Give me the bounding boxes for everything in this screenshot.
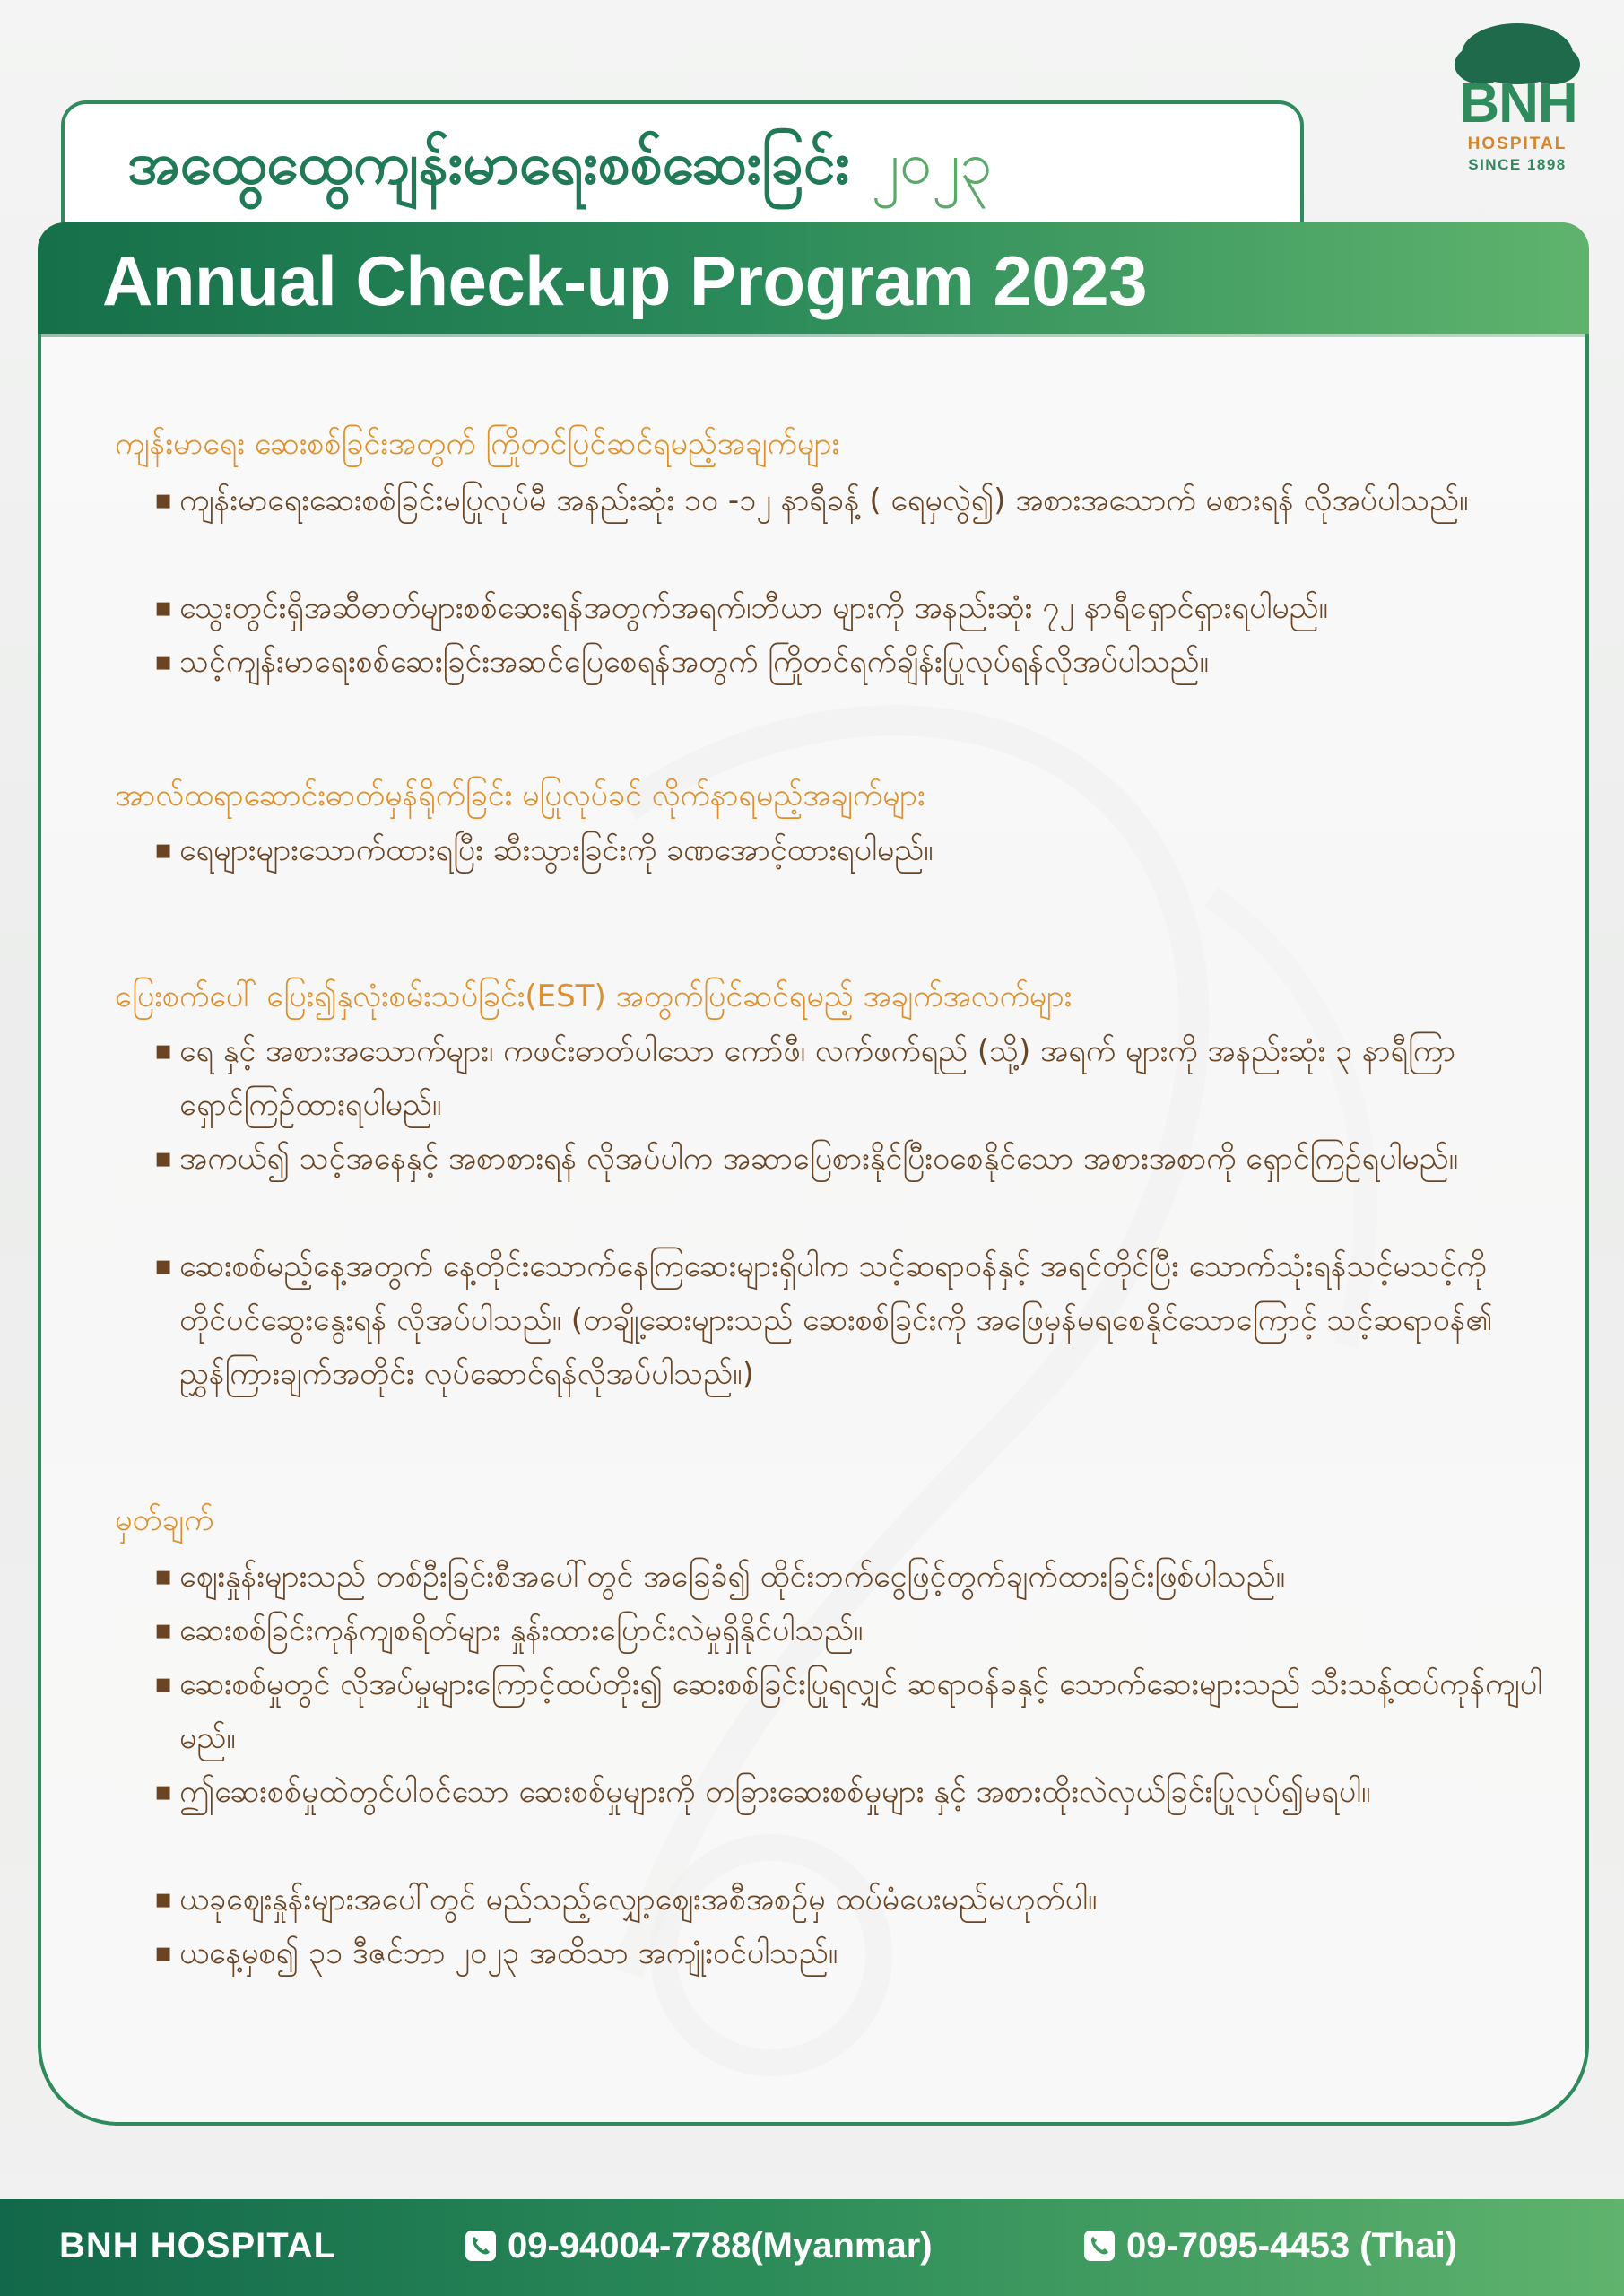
list-item: ▪ ရေများများသောက်ထားရပြီး ဆီးသွားခြင်းကို ခဏအောင့်ထားရပါမည်။ [179,823,1542,877]
bullet-icon: ▪ [154,484,173,516]
bullet-icon: ▪ [154,1883,173,1915]
bullet-icon: ▪ [154,1668,173,1700]
bnh-logo [1446,18,1589,179]
title-tab [61,100,1304,235]
phone-link-thai[interactable]: 09-7095-4453 (Thai) [1126,2226,1458,2266]
bullet-icon: ▪ [154,646,173,677]
list-item: ▪ ဤဆေးစစ်မှုထဲတွင်ပါဝင်သော ဆေးစစ်မှုများကို တခြားဆေးစစ်မှုများ နှင့် အစားထိုးလဲလှယ်ခြင်းပြုလုပ်၍မရပါ။ [179,1765,1542,1819]
phone-link-myanmar[interactable]: 09-94004-7788(Myanmar) [508,2226,933,2266]
logo-mark: BNH [1459,73,1577,135]
bullet-icon: ▪ [154,1250,173,1282]
bullet-icon: ▪ [154,1776,173,1807]
bullet-icon: ▪ [154,592,173,623]
section-heading-est: ပြေးစက်ပေါ် ပြေး၍နှလုံးစမ်းသပ်ခြင်း(EST) အတွက်ပြင်ဆင်ရမည့် အချက်အလက်များ [115,978,1073,1014]
section-heading-notes: မှတ်ချက် [115,1502,214,1538]
list-item: ▪ ဆေးစစ်မှုတွင် လိုအပ်မှုများကြောင့်ထပ်တိုး၍ ဆေးစစ်ခြင်းပြုရလျှင် ဆရာဝန်ခနှင့် သောက်ဆေးများသည် သီးသန့်ထပ်ကုန်ကျပါမည်။ [179,1657,1542,1765]
list-item: ▪ ရေ နှင့် အစားအသောက်များ၊ ကဖင်းဓာတ်ပါသော ကော်ဖီ၊ လက်ဖက်ရည် (သို့) အရက် များကို အနည်းဆုံး ၃ နာရီကြာ ရှောင်ကြဉ်ထားရပါမည်။ [179,1024,1542,1132]
footer-brand: BNH HOSPITAL [59,2226,337,2266]
title-year: ၂၀၂၃ [871,131,993,197]
footer-bar [0,2199,1624,2296]
list-item: ▪ ကျန်းမာရေးဆေးစစ်ခြင်းမပြုလုပ်မီ အနည်းဆုံး ၁၀ -၁၂ နာရီခန့် ( ရေမှလွဲ၍) အစားအသောက် မစားရန် လိုအပ်ပါသည်။ [179,474,1542,527]
section-heading-ultrasound: အာလ်ထရာဆောင်းဓာတ်မှန်ရိုက်ခြင်း မပြုလုပ်ခင် လိုက်နာရမည့်အချက်များ [115,778,925,813]
bullet-icon: ▪ [154,1143,173,1174]
bullet-icon: ▪ [154,1937,173,1969]
bullet-icon: ▪ [154,1035,173,1066]
program-banner [38,222,1589,337]
list-item: ▪ ဆေးစစ်ခြင်းကုန်ကျစရိတ်များ နှုန်းထားပြောင်းလဲမှုရှိနိုင်ပါသည်။ [179,1604,1542,1657]
list-item: ▪ သင့်ကျန်းမာရေးစစ်ဆေးခြင်းအဆင်ပြေစေရန်အတွက် ကြိုတင်ရက်ချိန်းပြုလုပ်ရန်လိုအပ်ပါသည်။ [179,635,1542,689]
list-item: ▪ ဆေးစစ်မည့်နေ့အတွက် နေ့တိုင်းသောက်နေကြဆေးများရှိပါက သင့်ဆရာဝန်နှင့် အရင်တိုင်ပြီး သောက်သုံးရန်သင့်မသင့်ကို တိုင်ပင်ဆွေးနွေးရန် လိုအပ်ပါသည်။ (တချို့ဆေးများသည် ဆေးစစ်ခြင်းကို အဖြေမှန်မရစေနိုင်သောကြောင့် သင့်ဆရာဝန်၏ ညွှန်ကြားချက်အတိုင်း လုပ်ဆောင်ရန်လိုအပ်ပါသည်။) [179,1239,1542,1401]
logo-since: SINCE 1898 [1468,156,1567,173]
list-item: ▪ အကယ်၍ သင့်အနေနှင့် အစာစားရန် လိုအပ်ပါက အဆာပြေစားနိုင်ပြီးဝစေနိုင်သော အစားအစာကို ရှောင်ကြဉ်ရပါမည်။ [179,1132,1542,1186]
list-item: ▪ သွေးတွင်းရှိအဆီဓာတ်များစစ်ဆေးရန်အတွက်အရက်၊ဘီယာ များကို အနည်းဆုံး ၇၂ နာရီရှောင်ရှားရပါမည်။ [179,581,1542,635]
section-heading-preparation: ကျန်းမာရေး ဆေးစစ်ခြင်းအတွက် ကြိုတင်ပြင်ဆင်ရမည့်အချက်များ [115,426,840,462]
bullet-icon: ▪ [154,1561,173,1592]
phone-icon [465,2230,497,2262]
phone-icon [1083,2230,1116,2262]
list-item: ▪ ယခုဈေးနှုန်းများအပေါ်တွင် မည်သည့်လျှော့ဈေးအစီအစဉ်မှ ထပ်မံပေးမည်မဟုတ်ပါ။ [179,1873,1542,1926]
page-title-myanmar [127,127,993,212]
list-item: ▪ ဈေးနှုန်းများသည် တစ်ဦးခြင်းစီအပေါ်တွင် အခြေခံ၍ ထိုင်းဘက်ငွေဖြင့်တွက်ချက်ထားခြင်းဖြစ်ပါသည်။ [179,1550,1542,1604]
bullet-icon: ▪ [154,834,173,865]
bullet-icon: ▪ [154,1614,173,1646]
list-item: ▪ ယနေ့မှစ၍ ၃၁ ဒီဇင်ဘာ ၂၀၂၃ အထိသာ အကျုံးဝင်ပါသည်။ [179,1926,1542,1980]
logo-hospital: HOSPITAL [1467,135,1568,153]
banner-title: Annual Check-up Program 2023 [102,241,1147,320]
title-text: အထွေထွေကျန်းမာရေးစစ်ဆေးခြင်း [127,131,850,197]
